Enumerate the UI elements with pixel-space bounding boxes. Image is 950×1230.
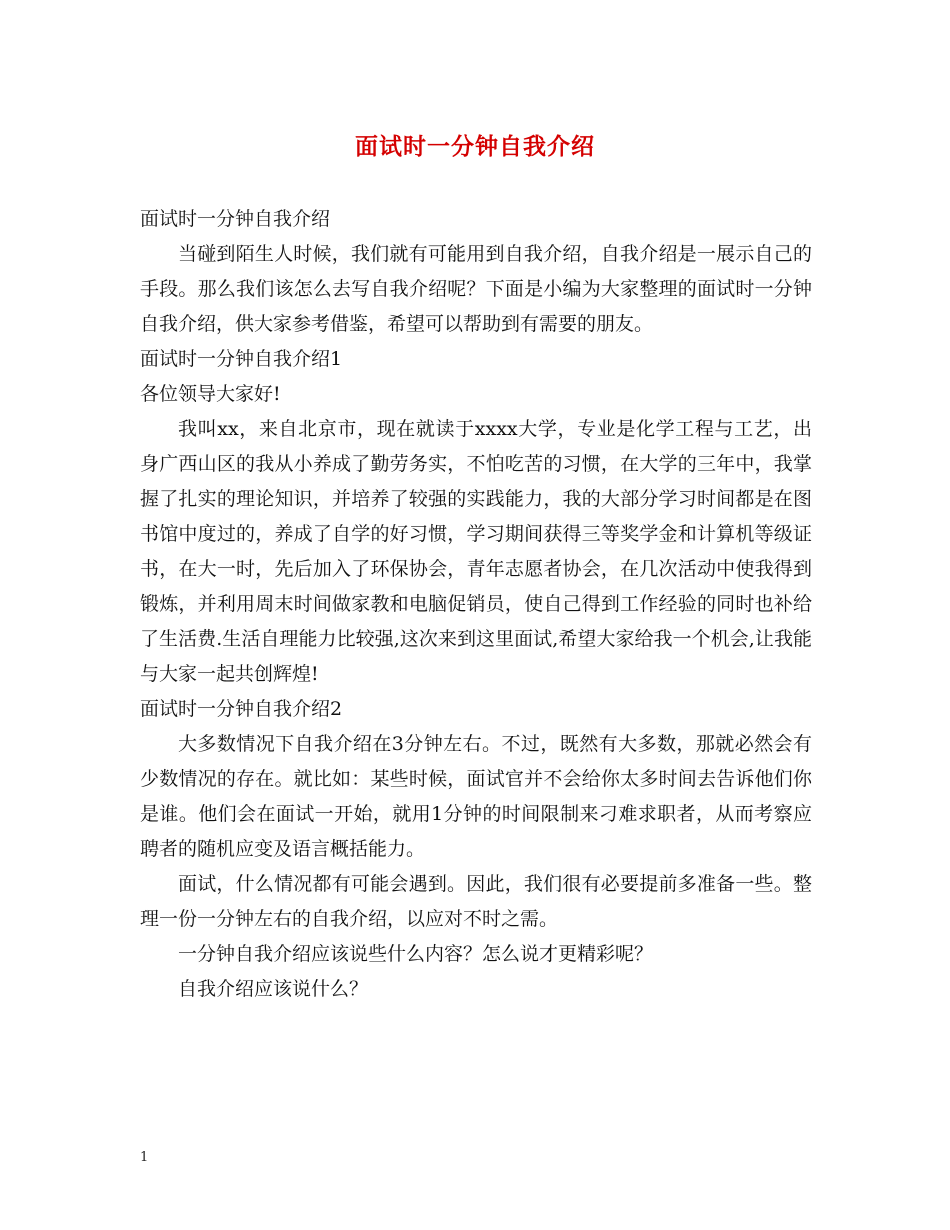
section-heading: 面试时一分钟自我介绍2 — [140, 698, 343, 720]
document-body — [140, 202, 812, 1007]
body-paragraph: 自我介绍应该说什么？ — [178, 978, 369, 1000]
body-paragraph: 我叫xx，来自北京市，现在就读于xxxx大学，专业是化学工程与工艺，出身广西山区的我从小养成了勤劳务实，不怕吃苦的习惯，在大学的三年中，我掌握了扎实的理论知识，并培养了较强的实践能力，我的大部分学习时间都是在图书馆中度过的，养成了自学的好习惯，学习期间获得三等奖学金和计算机等级证书，在大一时，先后加入了环保协会，青年志愿者协会，在几次活动中使我得到锻炼，并利用周末时间做家教和电脑促销员，使自己得到工作经验的同时也补给了生活费.生活自理能力比较强,这次来到这里面试,希望大家给我一个机会,让我能与大家一起共创辉煌! — [140, 418, 812, 685]
intro-paragraph: 当碰到陌生人时候，我们就有可能用到自我介绍，自我介绍是一展示自己的手段。那么我们该怎么去写自我介绍呢？下面是小编为大家整理的面试时一分钟自我介绍，供大家参考借鉴，希望可以帮助到有需要的朋友。 — [140, 243, 812, 335]
section-heading: 面试时一分钟自我介绍 — [140, 208, 331, 230]
greeting-line: 各位领导大家好! — [140, 383, 281, 405]
body-paragraph: 大多数情况下自我介绍在3分钟左右。不过，既然有大多数，那就必然会有少数情况的存在。就比如：某些时候，面试官并不会给你太多时间去告诉他们你是谁。他们会在面试一开始，就用1分钟的时间限制来刁难求职者，从而考察应聘者的随机应变及语言概括能力。 — [140, 733, 812, 860]
document-title: 面试时一分钟自我介绍 — [355, 133, 595, 160]
body-paragraph: 一分钟自我介绍应该说些什么内容？怎么说才更精彩呢？ — [178, 943, 654, 965]
page-number: 1 — [140, 1150, 149, 1165]
body-paragraph: 面试，什么情况都有可能会遇到。因此，我们很有必要提前多准备一些。整理一份一分钟左右的自我介绍，以应对不时之需。 — [140, 873, 812, 930]
section-heading: 面试时一分钟自我介绍1 — [140, 348, 343, 370]
